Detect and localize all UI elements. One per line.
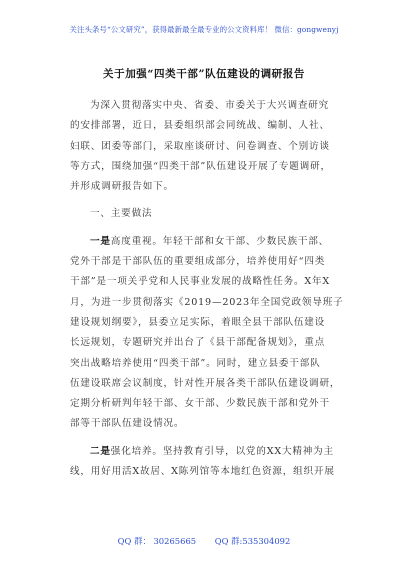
- paragraph-line: 长远规划，专题研究并出台了《县干部配备规划》，重点: [70, 337, 326, 349]
- paragraph-line: 线，用好用活X故居、X陈列馆等本地红色资源，组织开展: [70, 466, 335, 478]
- section-heading: 一、主要做法: [90, 208, 153, 220]
- paragraph-line: 干部”是一项关乎党和人民事业发展的战略性任务。X年X: [70, 276, 331, 288]
- footer-qq-group-2: QQ 群:535304092: [214, 536, 291, 546]
- document-body: [70, 96, 360, 482]
- header-banner: 关注头条号“公文研究”，获得最新最全最专业的公文资料库！ 微信：gongwenyj: [69, 25, 339, 34]
- paragraph-lead: 一是: [90, 235, 111, 247]
- paragraph-line: 定期分析研判年轻干部、女干部、少数民族干部和党外干: [70, 398, 330, 410]
- paragraph-line: 月，为进一步贯彻落实《2019—2023年全国党政领导班子: [70, 296, 344, 308]
- intro-line: 并形成调研报告如下。: [70, 181, 174, 193]
- paragraph-line: 建设规划纲要》，县委立足实际，着眼全县干部队伍建设: [70, 316, 326, 328]
- footer-qq-group-1: QQ 群： 30265665: [117, 536, 197, 546]
- intro-line: 的安排部署，近日，县委组织部会同统战、编制、人社、: [70, 120, 330, 132]
- paragraph-text: 强化培养。坚持教育引导，以党的XX大精神为主: [110, 445, 334, 457]
- intro-line: 妇联、团委等部门，采取座谈研讨、问卷调查、个别访谈: [70, 140, 330, 152]
- paragraph-first-line: [70, 232, 360, 252]
- paragraph-first-line: [70, 442, 360, 462]
- paragraph-line: 部等干部队伍建设情况。: [70, 418, 185, 430]
- paragraph-lead: 二是: [90, 445, 111, 457]
- footer-contacts: [0, 535, 408, 547]
- intro-line: 等方式，围绕加强“四类干部”队伍建设开展了专题调研，: [70, 160, 331, 172]
- paragraph-text: 高度重视。年轻干部和女干部、少数民族干部、: [110, 235, 330, 247]
- intro-line: 为深入贯彻落实中央、省委、市委关于大兴调查研究: [90, 100, 330, 111]
- document-title: 关于加强“四类干部”队伍建设的调研报告: [103, 68, 305, 80]
- paragraph-line: 党外干部是干部队伍的重要组成部分，培养使用好“四类: [70, 256, 326, 268]
- paragraph-line: 突出战略培养使用“四类干部”。同时，建立县委干部队: [70, 357, 321, 369]
- paragraph-line: 伍建设联席会议制度，针对性开展各类干部队伍建设调研，: [70, 377, 341, 389]
